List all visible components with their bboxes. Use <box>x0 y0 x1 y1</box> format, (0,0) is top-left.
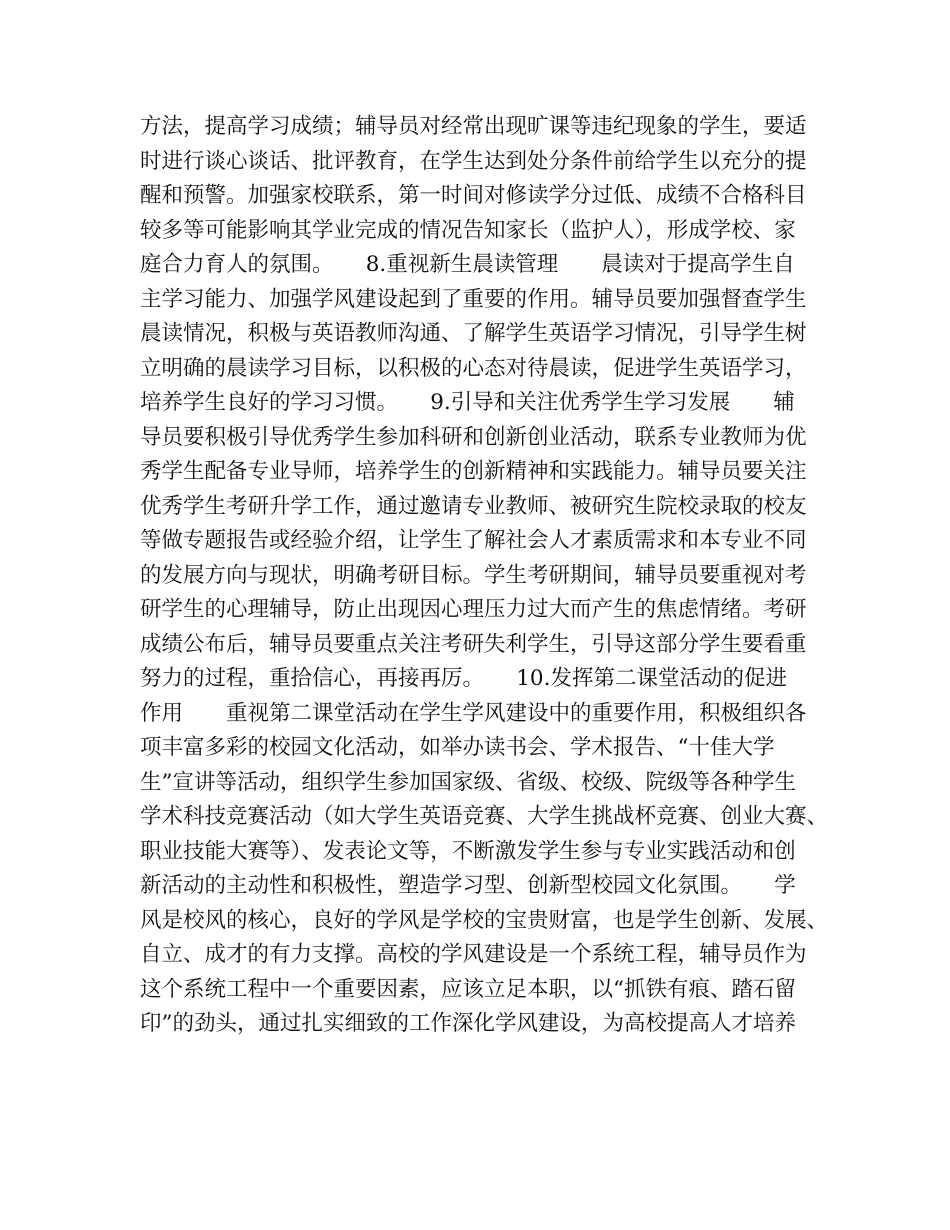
text-line: 立明确的晨读学习目标，以积极的心态对待晨读，促进学生英语学习， <box>140 355 807 381</box>
text-line: 自立、成才的有力支撑。高校的学风建设是一个系统工程，辅导员作为 <box>140 942 807 967</box>
text-line: 醒和预警。加强家校联系，第一时间对修读学分过低、成绩不合格科目 <box>140 183 807 208</box>
text-line: 时进行谈心谈话、批评教育，在学生达到处分条件前给学生以充分的提 <box>140 148 807 174</box>
text-line: 这个系统工程中一个重要因素，应该立足本职，以“抓铁有痕、踏石留 <box>140 976 796 1002</box>
text-line: 培养学生良好的学习习惯。 9.引导和关注优秀学生学习发展 辅 <box>140 390 795 415</box>
text-line: 秀学生配备专业导师，培养学生的创新精神和实践能力。辅导员要关注 <box>140 459 807 484</box>
text-line: 风是校风的核心，良好的学风是学校的宝贵财富，也是学生创新、发展、 <box>140 907 829 933</box>
text-line: 导员要积极引导优秀学生参加科研和创新创业活动，联系专业教师为优 <box>140 424 807 450</box>
text-line: 生”宣讲等活动，组织学生参加国家级、省级、校级、院级等各种学生 <box>140 769 796 795</box>
text-line: 新活动的主动性和积极性，塑造学习型、创新型校园文化氛围。 学 <box>140 873 796 898</box>
text-line: 等做专题报告或经验介绍，让学生了解社会人才素质需求和本专业不同 <box>140 528 807 553</box>
text-line: 优秀学生考研升学工作，通过邀请专业教师、被研究生院校录取的校友 <box>140 493 807 519</box>
text-line: 较多等可能影响其学业完成的情况告知家长（监护人），形成学校、家 <box>140 217 796 243</box>
text-line: 职业技能大赛等）、发表论文等，不断激发学生参与专业实践活动和创 <box>140 838 796 864</box>
text-line: 成绩公布后，辅导员要重点关注考研失利学生，引导这部分学生要看重 <box>140 631 807 657</box>
text-line: 的发展方向与现状，明确考研目标。学生考研期间，辅导员要重视对考 <box>140 562 807 588</box>
text-line: 学术科技竞赛活动（如大学生英语竞赛、大学生挑战杯竞赛、创业大赛、 <box>140 804 829 829</box>
text-line: 努力的过程，重拾信心，再接再厉。 10.发挥第二课堂活动的促进 <box>140 666 787 691</box>
text-line: 项丰富多彩的校园文化活动，如举办读书会、学术报告、“十佳大学 <box>140 735 775 760</box>
body-text <box>140 110 829 1042</box>
text-line: 研学生的心理辅导，防止出现因心理压力过大而产生的焦虑情绪。考研 <box>140 597 807 622</box>
text-line: 晨读情况，积极与英语教师沟通、了解学生英语学习情况，引导学生树 <box>140 321 807 346</box>
text-line: 作用 重视第二课堂活动在学生学风建设中的重要作用，积极组织各 <box>140 700 807 726</box>
text-line: 方法，提高学习成绩；辅导员对经常出现旷课等违纪现象的学生，要适 <box>140 114 807 139</box>
text-line: 庭合力育人的氛围。 8.重视新生晨读管理 晨读对于提高学生自 <box>140 252 795 277</box>
text-line: 印”的劲头，通过扎实细致的工作深化学风建设，为高校提高人才培养 <box>140 1011 796 1036</box>
text-line: 主学习能力、加强学风建设起到了重要的作用。辅导员要加强督查学生 <box>140 286 807 312</box>
